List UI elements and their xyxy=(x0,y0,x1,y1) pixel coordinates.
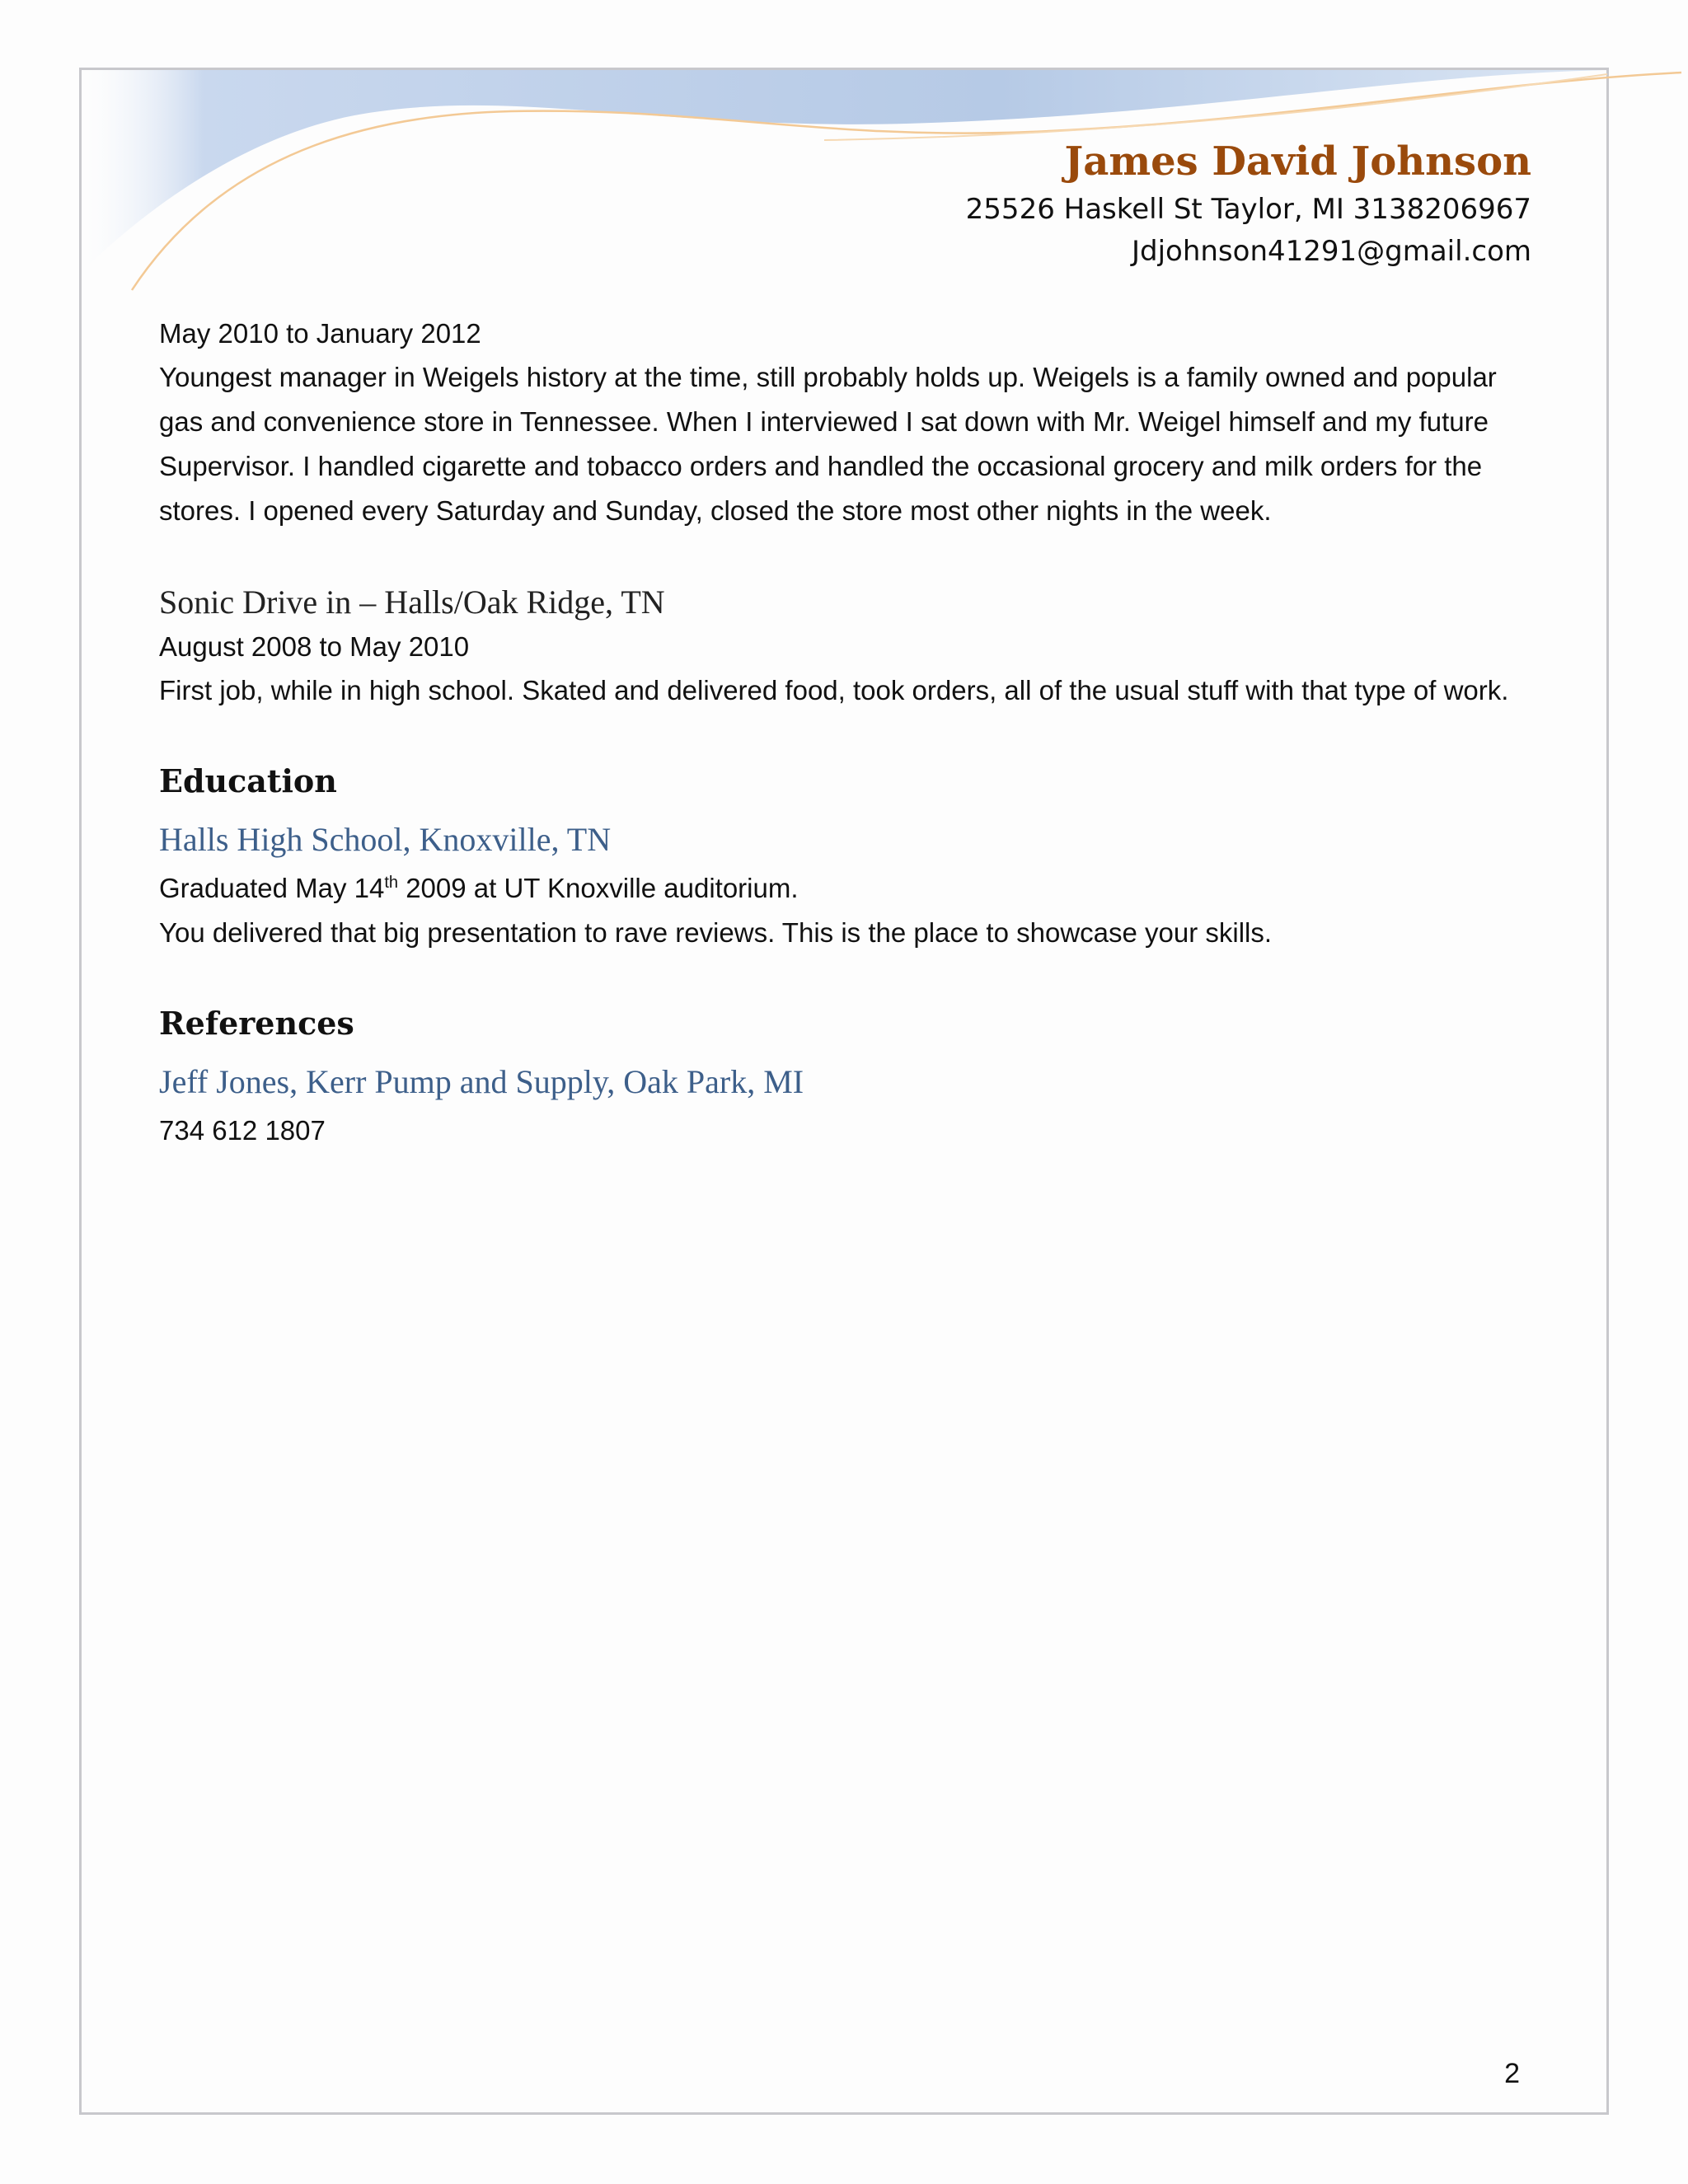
job2-title: Sonic Drive in – Halls/Oak Ridge, TN xyxy=(159,583,665,621)
education-graduation xyxy=(159,866,1544,911)
page-number: 2 xyxy=(1504,2058,1520,2089)
graduation-prefix: Graduated May 14 xyxy=(159,873,385,903)
graduation-superscript: th xyxy=(384,874,399,892)
reference-phone: 734 612 1807 xyxy=(159,1115,326,1146)
education-school: Halls High School, Knoxville, TN xyxy=(159,821,612,858)
applicant-address: 25526 Haskell St Taylor, MI 3138206967 xyxy=(965,193,1531,226)
job1-description: Youngest manager in Weigels history at the time, still probably holds up. Weigels is a family owned and popular gas and convenience store in Tennessee. When I interviewed I sat down with Mr. Weigel himself and my future Supervisor. I handled cigarette and tobacco orders and handled the occasional grocery and milk orders for the stores. I opened every Saturday and Sunday, closed the store most other nights in the week. xyxy=(159,362,1497,526)
applicant-email: Jdjohnson41291@gmail.com xyxy=(1131,235,1531,268)
job2-dates: August 2008 to May 2010 xyxy=(159,631,470,662)
job1-dates: May 2010 to January 2012 xyxy=(159,318,481,349)
references-heading: References xyxy=(159,1005,354,1042)
resume-content xyxy=(159,317,1544,1153)
graduation-suffix: 2009 at UT Knoxville auditorium. xyxy=(398,873,799,903)
reference-contact: Jeff Jones, Kerr Pump and Supply, Oak Park, MI xyxy=(159,1063,804,1100)
applicant-name: James David Johnson xyxy=(1064,138,1531,185)
job2-description: First job, while in high school. Skated and delivered food, took orders, all of the usual stuff with that type of work. xyxy=(159,675,1509,705)
education-heading: Education xyxy=(159,762,337,799)
education-note: You delivered that big presentation to rave reviews. This is the place to showcase your skills. xyxy=(159,917,1273,948)
